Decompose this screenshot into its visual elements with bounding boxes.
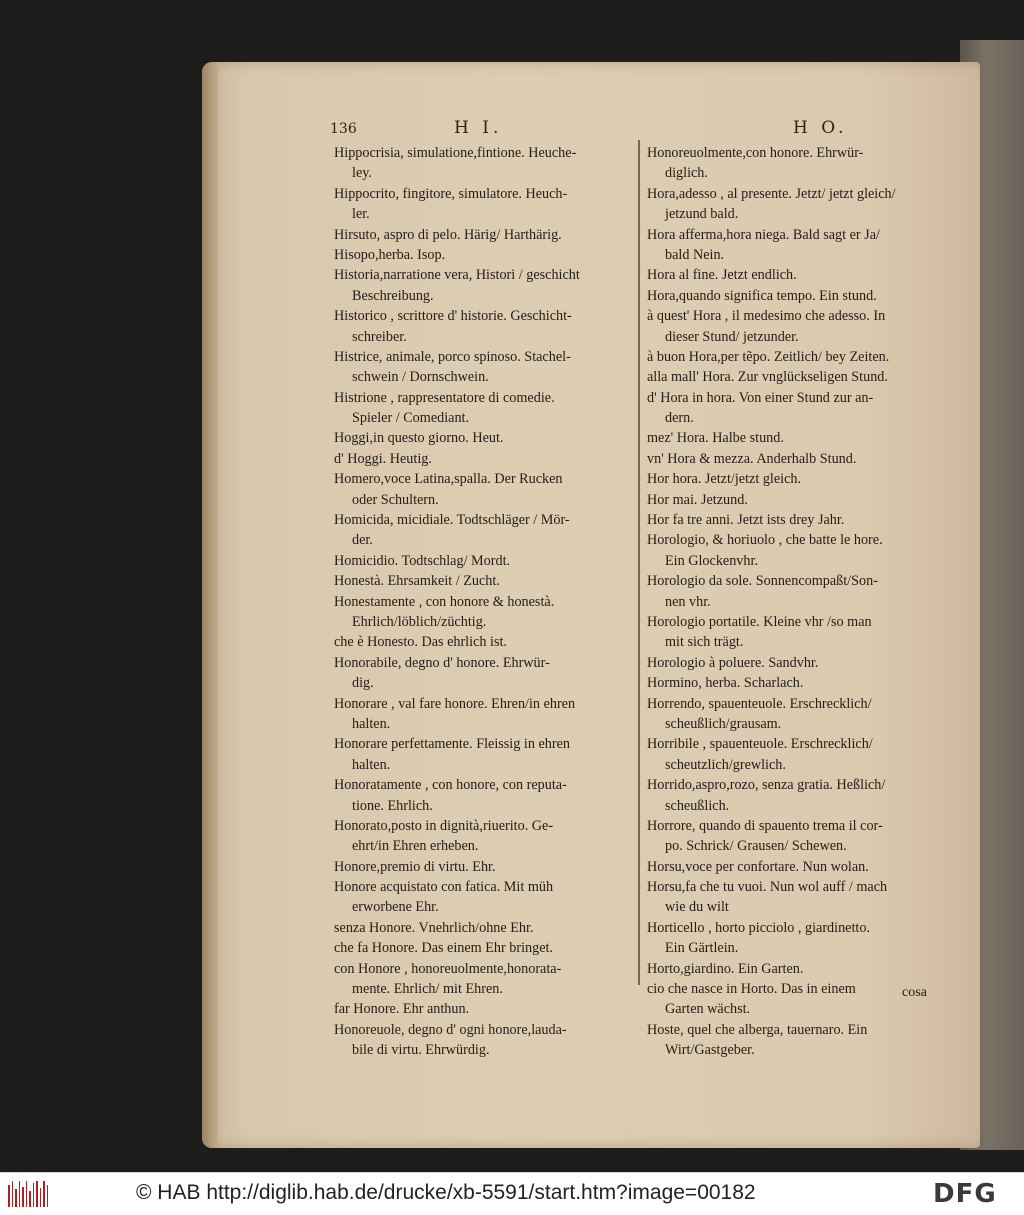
dictionary-line: mente. Ehrlich/ mit Ehren. [352, 981, 503, 998]
dictionary-line: Hora,adesso , al presente. Jetzt/ jetzt gleich/ [647, 185, 896, 202]
dictionary-line: Horologio, & horiuolo , che batte le hore. [647, 532, 883, 549]
dictionary-line: vn' Hora & mezza. Anderhalb Stund. [647, 450, 857, 467]
dictionary-line: far Honore. Ehr anthun. [334, 1001, 470, 1018]
dictionary-line: Hor hora. Jetzt/jetzt gleich. [647, 471, 802, 488]
dictionary-line: bile di virtu. Ehrwürdig. [352, 1042, 490, 1059]
dictionary-line: senza Honore. Vnehrlich/ohne Ehr. [334, 919, 534, 936]
dictionary-line: Hirsuto, aspro di pelo. Härig/ Harthärig. [334, 226, 562, 243]
dictionary-line: che è Honesto. Das ehrlich ist. [334, 634, 507, 651]
dictionary-line: Hor mai. Jetzund. [647, 491, 748, 508]
dictionary-line: dern. [665, 410, 694, 427]
dictionary-line: à quest' Hora , il medesimo che adesso. In [647, 308, 886, 325]
dictionary-column-left [334, 143, 632, 1061]
dictionary-line: scheutzlich/grewlich. [665, 756, 786, 773]
dictionary-line: Horticello , horto picciolo , giardinetto. [647, 919, 871, 936]
running-head-left: H I. [454, 118, 503, 138]
dictionary-line: Horologio portatile. Kleine vhr /so man [647, 613, 872, 630]
dictionary-line: wie du wilt [665, 899, 729, 916]
dictionary-line: Histrice, animale, porco spinoso. Stachel- [334, 348, 571, 365]
dictionary-line: Historico , scrittore d' historie. Geschicht- [334, 308, 572, 325]
dictionary-line: Honestà. Ehrsamkeit / Zucht. [334, 573, 500, 590]
dictionary-line: Hoste, quel che alberga, tauernaro. Ein [647, 1021, 868, 1038]
dictionary-line: Horribile , spauenteuole. Erschrecklich/ [647, 736, 873, 753]
dictionary-line: Hora,quando significa tempo. Ein stund. [647, 287, 877, 304]
dictionary-line: Honore acquistato con fatica. Mit müh [334, 879, 554, 896]
dictionary-line: alla mall' Hora. Zur vnglückseligen Stund. [647, 369, 888, 386]
dictionary-line: Honorare , val fare honore. Ehren/in ehren [334, 695, 576, 712]
dictionary-line: Horologio à poluere. Sandvhr. [647, 654, 819, 671]
dictionary-line: Homicida, micidiale. Todtschläger / Mör- [334, 512, 570, 529]
dictionary-line: Honoreuole, degno d' ogni honore,lauda- [334, 1021, 567, 1038]
dictionary-line: jetzund bald. [665, 206, 739, 223]
dictionary-line: Honorabile, degno d' honore. Ehrwür- [334, 654, 550, 671]
hab-logo-icon [8, 1181, 48, 1207]
dictionary-line: scheußlich. [665, 797, 730, 814]
dictionary-line: tione. Ehrlich. [352, 797, 433, 814]
dictionary-line: erworbene Ehr. [352, 899, 439, 916]
dictionary-line: Historia,narratione vera, Histori / geschicht [334, 267, 580, 284]
dictionary-line: Homero,voce Latina,spalla. Der Rucken [334, 471, 563, 488]
dictionary-line: Honoreuolmente,con honore. Ehrwür- [647, 145, 864, 161]
dictionary-line: bald Nein. [665, 246, 725, 263]
dictionary-line: Hora al fine. Jetzt endlich. [647, 267, 797, 284]
dictionary-line: Ehrlich/löblich/züchtig. [352, 613, 487, 630]
dictionary-line: à buon Hora,per tẽpo. Zeitlich/ bey Zeiten. [647, 348, 890, 365]
dictionary-column-right [647, 143, 947, 1061]
catchword: cosa [902, 985, 927, 1000]
dictionary-line: Ein Glockenvhr. [665, 552, 758, 569]
viewer-footer [0, 1172, 1024, 1215]
page-gutter-edge [202, 62, 218, 1148]
dictionary-line: Horrendo, spauenteuole. Erschrecklich/ [647, 695, 872, 712]
dictionary-line: con Honore , honoreuolmente,honorata- [334, 960, 562, 977]
dictionary-line: d' Hoggi. Heutig. [334, 450, 432, 467]
dictionary-line: schwein / Dornschwein. [352, 369, 489, 386]
dictionary-line: Beschreibung. [352, 287, 434, 304]
dictionary-line: nen vhr. [665, 593, 711, 610]
dictionary-line: oder Schultern. [352, 491, 439, 508]
dictionary-line: dieser Stund/ jetzunder. [665, 328, 799, 345]
dfg-logo: DFG [933, 1179, 997, 1209]
dictionary-line: Homicidio. Todtschlag/ Mordt. [334, 552, 511, 569]
dictionary-line: Hippocrito, fingitore, simulatore. Heuch- [334, 185, 568, 202]
dictionary-line: cio che nasce in Horto. Das in einem [647, 981, 856, 998]
dictionary-line: halten. [352, 756, 391, 773]
dictionary-line: Ein Gärtlein. [665, 940, 739, 957]
page-number: 136 [330, 121, 357, 137]
dictionary-line: che fa Honore. Das einem Ehr bringet. [334, 940, 554, 957]
dictionary-line: Hisopo,herba. Isop. [334, 246, 446, 263]
dictionary-line: Horsu,voce per confortare. Nun wolan. [647, 858, 869, 875]
dictionary-line: Honestamente , con honore & honestà. [334, 593, 555, 610]
dictionary-line: Histrione , rappresentatore di comedie. [334, 389, 555, 406]
dictionary-line: Wirt/Gastgeber. [665, 1042, 755, 1059]
dictionary-line: Horto,giardino. Ein Garten. [647, 960, 804, 977]
dictionary-line: ler. [352, 206, 370, 223]
running-head-right: H O. [793, 118, 848, 138]
dictionary-line: Horologio da sole. Sonnencompaßt/Son- [647, 573, 878, 590]
dictionary-line: po. Schrick/ Grausen/ Schewen. [665, 838, 847, 855]
dictionary-line: dig. [352, 675, 374, 692]
column-divider [638, 140, 640, 985]
dictionary-line: diglich. [665, 165, 708, 182]
dictionary-line: Spieler / Comediant. [352, 410, 470, 427]
dictionary-line: mez' Hora. Halbe stund. [647, 430, 784, 447]
dictionary-line: Hoggi,in questo giorno. Heut. [334, 430, 504, 447]
dictionary-line: Horrore, quando di spauento trema il cor- [647, 817, 883, 834]
dictionary-line: Hora afferma,hora niega. Bald sagt er Ja/ [647, 226, 880, 243]
dictionary-line: Horrido,aspro,rozo, senza gratia. Heßlich/ [647, 777, 886, 794]
dictionary-line: Horsu,fa che tu vuoi. Nun wol auff / mach [647, 879, 888, 896]
dictionary-line: der. [352, 532, 373, 549]
dictionary-line: Hippocrisia, simulatione,fintione. Heuche- [334, 145, 577, 161]
dictionary-line: Honoratamente , con honore, con reputa- [334, 777, 567, 794]
dictionary-line: Hor fa tre anni. Jetzt ists drey Jahr. [647, 512, 845, 529]
dictionary-line: ehrt/in Ehren erheben. [352, 838, 479, 855]
dictionary-line: ley. [352, 165, 372, 182]
dictionary-line: mit sich trägt. [665, 634, 744, 651]
dictionary-line: scheußlich/grausam. [665, 715, 782, 732]
dictionary-line: Honorare perfettamente. Fleissig in ehren [334, 736, 570, 753]
dictionary-line: Honore,premio di virtu. Ehr. [334, 858, 496, 875]
dictionary-line: schreiber. [352, 328, 407, 345]
dictionary-line: Garten wächst. [665, 1001, 751, 1018]
dictionary-line: halten. [352, 715, 391, 732]
source-url-link[interactable]: © HAB http://diglib.hab.de/drucke/xb-5591/start.htm?image=00182 [136, 1181, 756, 1204]
dictionary-line: d' Hora in hora. Von einer Stund zur an- [647, 389, 874, 406]
dictionary-line: Honorato,posto in dignità,riuerito. Ge- [334, 817, 554, 834]
dictionary-line: Hormino, herba. Scharlach. [647, 675, 804, 692]
